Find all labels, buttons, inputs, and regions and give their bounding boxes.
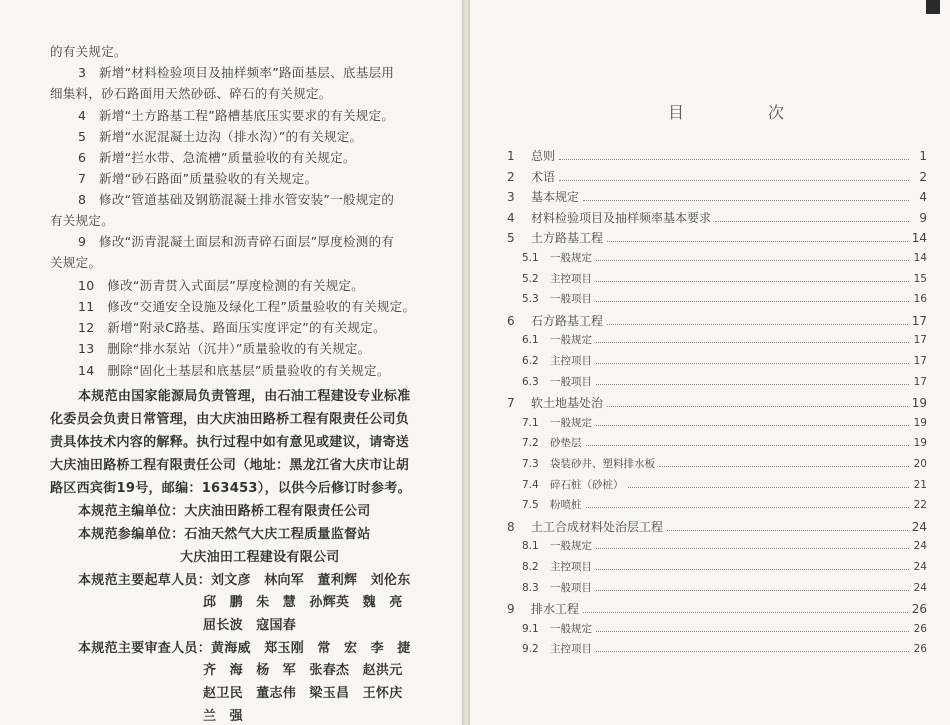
toc-dot-leader [715, 211, 909, 222]
toc-page-number: 26 [913, 643, 927, 656]
toc-subsection-row [522, 353, 927, 373]
toc-subsection-row [522, 435, 927, 455]
toc-subsection-row [522, 641, 927, 661]
left-page-line: 本规范主编单位：大庆油田路桥工程有限责任公司 [78, 504, 371, 519]
toc-page-number: 14 [911, 231, 927, 246]
toc-chapter-row [507, 600, 927, 620]
toc-entry-number: 4 [507, 210, 515, 225]
toc-page-number: 17 [913, 375, 927, 388]
left-page-line: 8 修改“管道基础及钢筋混凝土排水管安装”一般规定的 [78, 192, 395, 207]
toc-entry-number: 6.3 [522, 375, 539, 388]
toc-entry-number: 6.2 [522, 355, 539, 367]
left-page-line: 关规定。 [50, 255, 102, 270]
toc-dot-leader [586, 497, 910, 508]
toc-entry-number: 5.1 [522, 252, 539, 264]
toc-dot-leader [596, 641, 909, 652]
toc-entry-number: 8.1 [522, 540, 539, 553]
toc-page-number: 26 [913, 622, 927, 635]
book-gutter [462, 0, 470, 725]
left-page-line: 7 新增“砂石路面”质量验收的有关规定。 [78, 171, 318, 186]
toc-page-number: 24 [913, 561, 927, 573]
left-page [0, 0, 462, 725]
toc-page-number: 14 [913, 252, 927, 264]
toc-entry-number: 5 [507, 231, 515, 246]
toc-entry-title: 一般规定 [550, 334, 592, 347]
left-page-line: 5 新增“水泥混凝土边沟（排水沟）”的有关规定。 [78, 129, 363, 144]
toc-dot-leader [596, 580, 909, 591]
toc-dot-leader [596, 374, 909, 385]
toc-entry-number: 8 [507, 519, 515, 534]
toc-entry-title: 排水工程 [531, 602, 580, 617]
toc-entry-title: 土工合成材料处治层工程 [531, 519, 664, 534]
toc-entry-title: 基本规定 [531, 190, 580, 205]
left-page-line: 路区西宾街19号，邮编：163453），以供今后修订时参考。 [50, 481, 411, 496]
toc-entry-title: 碎石桩（砂桩） [550, 478, 624, 491]
toc-page-number: 17 [913, 334, 927, 347]
left-page-line: 屈长波 寇国春 [203, 618, 297, 633]
toc-entry-title: 主控项目 [550, 272, 592, 285]
left-page-line: 9 修改“沥青混凝土面层和沥青碎石面层”厚度检测的有 [78, 234, 395, 249]
toc-entry-title: 软土地基处治 [531, 396, 604, 411]
left-page-line: 责具体技术内容的解释。执行过程中如有意见或建议，请寄送 [50, 435, 410, 450]
toc-subsection-row [522, 580, 927, 600]
toc-entry-title: 主控项目 [550, 561, 592, 573]
toc-entry-title: 一般规定 [550, 540, 592, 553]
left-page-line: 13 删除“排水泵站（沉井）”质量验收的有关规定。 [78, 341, 371, 356]
toc-entry-number: 7.3 [522, 458, 539, 470]
toc-dot-leader [596, 559, 909, 570]
toc-dot-leader [559, 170, 909, 181]
toc-entry-number: 7.4 [522, 478, 539, 491]
left-page-line: 本规范参编单位：石油天然气大庆工程质量监督站 [78, 527, 371, 542]
left-page-line: 本规范主要审查人员：黄海威 郑玉刚 常 宏 李 捷 [78, 641, 411, 656]
toc-entry-title: 一般规定 [550, 252, 592, 264]
right-page [470, 0, 950, 725]
toc-chapter-row [507, 312, 927, 332]
toc-entry-title: 一般项目 [550, 293, 592, 306]
toc-dot-leader [586, 435, 910, 446]
toc-dot-leader [667, 520, 908, 531]
toc-dot-leader [596, 332, 909, 343]
toc-chapter-row [507, 394, 927, 414]
left-page-line: 赵卫民 董志伟 梁玉昌 王怀庆 [203, 686, 403, 701]
toc-page-number: 19 [913, 437, 927, 450]
toc-subsection-row [522, 497, 927, 517]
toc-subsection-row [522, 271, 927, 291]
toc-entry-number: 7 [507, 396, 515, 411]
left-page-line: 兰 强 [203, 709, 243, 724]
toc-entry-title: 土方路基工程 [531, 231, 604, 246]
toc-subsection-row [522, 291, 927, 311]
left-page-line: 本规范主要起草人员：刘文彦 林向军 董利辉 刘伦东 [78, 573, 411, 588]
left-page-line: 12 新增“附录C路基、路面压实度评定”的有关规定。 [78, 320, 386, 335]
toc-entry-number: 5.3 [522, 293, 539, 306]
toc-page-number: 26 [911, 602, 927, 617]
toc-page-number: 2 [919, 169, 927, 184]
toc-entry-title: 一般规定 [550, 622, 592, 635]
toc-dot-leader [659, 456, 909, 467]
toc-entry-number: 9 [507, 602, 515, 617]
left-page-line: 10 修改“沥青贯入式面层”厚度检测的有关规定。 [78, 278, 365, 293]
toc-page-number: 17 [911, 313, 927, 328]
toc-dot-leader [607, 314, 908, 325]
toc-page-number: 24 [913, 540, 927, 553]
toc-dot-leader [596, 291, 909, 302]
left-page-line: 有关规定。 [50, 213, 115, 228]
toc-page-number: 17 [913, 355, 927, 367]
toc-page-number: 22 [913, 499, 927, 512]
toc-entry-title: 袋装砂井、塑料排水板 [550, 458, 655, 470]
toc-entry-number: 9.1 [522, 622, 539, 635]
left-page-line: 化委员会负责日常管理，由大庆油田路桥工程有限责任公司负 [50, 412, 410, 427]
toc-entry-number: 7.1 [522, 416, 539, 429]
left-page-line: 本规范由国家能源局负责管理，由石油工程建设专业标准 [78, 389, 411, 404]
toc-subsection-row [522, 538, 927, 558]
toc-dot-leader [596, 271, 909, 282]
toc-dot-leader [596, 415, 909, 426]
toc-dot-leader [596, 538, 909, 549]
toc-chapter-row [507, 168, 927, 188]
toc-entry-title: 主控项目 [550, 643, 592, 656]
toc-entry-number: 6 [507, 313, 515, 328]
toc-chapter-row [507, 188, 927, 208]
left-page-line: 齐 海 杨 军 张春杰 赵洪元 [203, 663, 403, 678]
toc-entry-title: 一般项目 [550, 375, 592, 388]
toc-page-number: 21 [913, 478, 927, 491]
toc-chapter-row [507, 518, 927, 538]
toc-subsection-row [522, 374, 927, 394]
toc-subsection-row [522, 621, 927, 641]
toc-entry-title: 粉喷桩 [550, 499, 582, 512]
toc-chapter-row [507, 147, 927, 167]
toc-entry-title: 砂垫层 [550, 437, 582, 450]
toc-entry-number: 2 [507, 169, 515, 184]
toc-entry-title: 主控项目 [550, 355, 592, 367]
toc-dot-leader [596, 250, 909, 261]
toc-entry-number: 9.2 [522, 643, 539, 656]
toc-subsection-row [522, 477, 927, 497]
toc-page-number: 19 [913, 416, 927, 429]
left-page-line: 6 新增“拦水带、急流槽”质量验收的有关规定。 [78, 150, 356, 165]
toc-dot-leader [607, 231, 908, 242]
toc-entry-number: 3 [507, 190, 515, 205]
toc-title: 目 次 [668, 103, 819, 122]
toc-entry-title: 术语 [531, 169, 556, 184]
toc-entry-number: 8.2 [522, 561, 539, 573]
toc-dot-leader [607, 396, 908, 407]
left-page-line: 14 删除“固化土基层和底基层”质量验收的有关规定。 [78, 363, 390, 378]
toc-chapter-row [507, 229, 927, 249]
left-page-line: 的有关规定。 [50, 44, 127, 59]
toc-dot-leader [596, 621, 909, 632]
toc-subsection-row [522, 456, 927, 476]
toc-chapter-row [507, 209, 927, 229]
toc-subsection-row [522, 415, 927, 435]
toc-subsection-row [522, 559, 927, 579]
toc-page-number: 16 [913, 293, 927, 306]
toc-dot-leader [628, 477, 910, 488]
toc-entry-title: 一般项目 [550, 581, 592, 594]
left-page-line: 邱 鹏 朱 慧 孙辉英 魏 亮 [203, 595, 403, 610]
toc-entry-number: 7.2 [522, 437, 539, 450]
left-page-line: 大庆油田工程建设有限公司 [180, 550, 340, 565]
toc-page-number: 19 [911, 396, 927, 411]
left-page-line: 3 新增“材料检验项目及抽样频率”路面基层、底基层用 [78, 65, 395, 80]
toc-dot-leader [596, 353, 909, 364]
toc-page-number: 4 [919, 190, 927, 205]
toc-dot-leader [559, 149, 909, 160]
toc-entry-number: 1 [507, 149, 515, 163]
toc-entry-title: 材料检验项目及抽样频率基本要求 [531, 210, 712, 225]
toc-dot-leader [583, 190, 909, 201]
toc-subsection-row [522, 250, 927, 270]
toc-page-number: 1 [919, 149, 927, 163]
toc-page-number: 15 [913, 272, 927, 285]
toc-page-number: 9 [919, 210, 927, 225]
toc-entry-title: 一般规定 [550, 416, 592, 429]
toc-entry-number: 5.2 [522, 272, 539, 285]
toc-entry-number: 6.1 [522, 334, 539, 347]
left-page-line: 11 修改“交通安全设施及绿化工程”质量验收的有关规定。 [78, 299, 416, 314]
toc-subsection-row [522, 332, 927, 352]
toc-entry-number: 8.3 [522, 581, 539, 594]
toc-page-number: 24 [913, 581, 927, 594]
left-page-line: 细集料，砂石路面用天然砂砾、碎石的有关规定。 [50, 86, 332, 101]
scan-corner-mark [926, 0, 940, 14]
toc-entry-number: 7.5 [522, 499, 539, 512]
left-page-line: 4 新增“土方路基工程”路槽基底压实要求的有关规定。 [78, 108, 395, 123]
left-page-line: 大庆油田路桥工程有限责任公司（地址：黑龙江省大庆市让胡 [50, 458, 410, 473]
toc-dot-leader [583, 602, 908, 613]
toc-page-number: 24 [911, 519, 927, 534]
toc-entry-title: 总则 [531, 149, 556, 163]
toc-page-number: 20 [913, 458, 927, 470]
toc-entry-title: 石方路基工程 [531, 313, 604, 328]
